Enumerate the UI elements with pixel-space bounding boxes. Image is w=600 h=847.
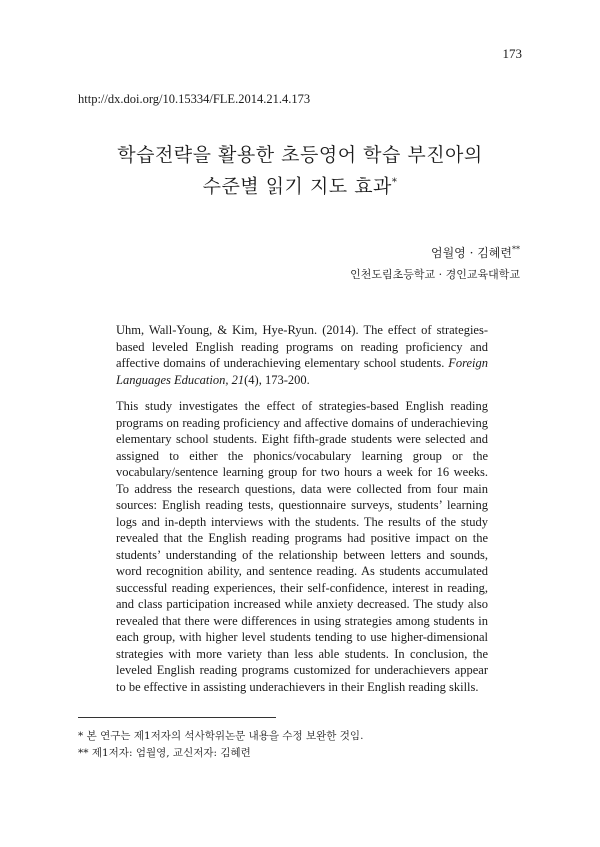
author-names: [431, 244, 520, 261]
title-line-2-text: 수준별 읽기 지도 효과: [202, 175, 392, 198]
footnote-1: * 본 연구는 제1저자의 석사학위논문 내용을 수정 보완한 것임.: [78, 730, 364, 742]
page-number: 173: [502, 46, 522, 61]
citation-journal: Foreign Languages Education, 21: [116, 356, 488, 387]
title-line-2: [0, 169, 600, 200]
paper-title: [0, 142, 600, 200]
citation-block: [116, 322, 488, 388]
author-footnote-marker: **: [512, 245, 520, 254]
author-affiliations: 인천도림초등학교 · 경인교육대학교: [350, 268, 520, 281]
doi-link[interactable]: http://dx.doi.org/10.15334/FLE.2014.21.4.173: [78, 92, 311, 106]
citation-text: Uhm, Wall-Young, & Kim, Hye-Ryun. (2014). The effect of strategies-based leveled English reading programs on reading proficiency and affective domains of underachieving elementary school students.: [116, 323, 488, 370]
footnote-2: ** 제1저자: 엄월영, 교신저자: 김혜련: [78, 747, 251, 759]
title-line-1: 학습전략을 활용한 초등영어 학습 부진아의: [117, 144, 483, 166]
citation-tail: (4), 173-200.: [244, 372, 310, 387]
footnote-divider: [78, 717, 276, 718]
title-footnote-marker: *: [391, 177, 398, 188]
footnotes: [78, 728, 363, 762]
author-names-text: 엄월영 · 김혜련: [431, 246, 512, 260]
abstract-paragraph: This study investigates the effect of strategies-based English reading programs on reading proficiency and affective domains of underachieving elementary school students. Eight fifth-grade students were selected and assigned to either the phonics/vocabulary learning group or the vocabulary/sentence learning group for two hours a week for 16 weeks. To address the research questions, data were collected from four main sources: English reading tests, questionnaire surveys, students’ learning logs and in-depth interviews with the students. The results of the study revealed that the English reading programs had positive impact on the students’ understanding of the relationship between letters and sounds, word recognition ability, and sentence reading. As students accumulated successful reading experiences, their self-confidence, interest in reading, and class participation increased while anxiety decreased. The study also revealed that there were differences in using strategies among students in each group, with higher level students tending to use higher-dimensional strategies with more variety than less able students. In conclusion, the leveled English reading programs customized for underachievers appear to be effective in assisting underachievers in their English reading skills.: [116, 399, 488, 694]
